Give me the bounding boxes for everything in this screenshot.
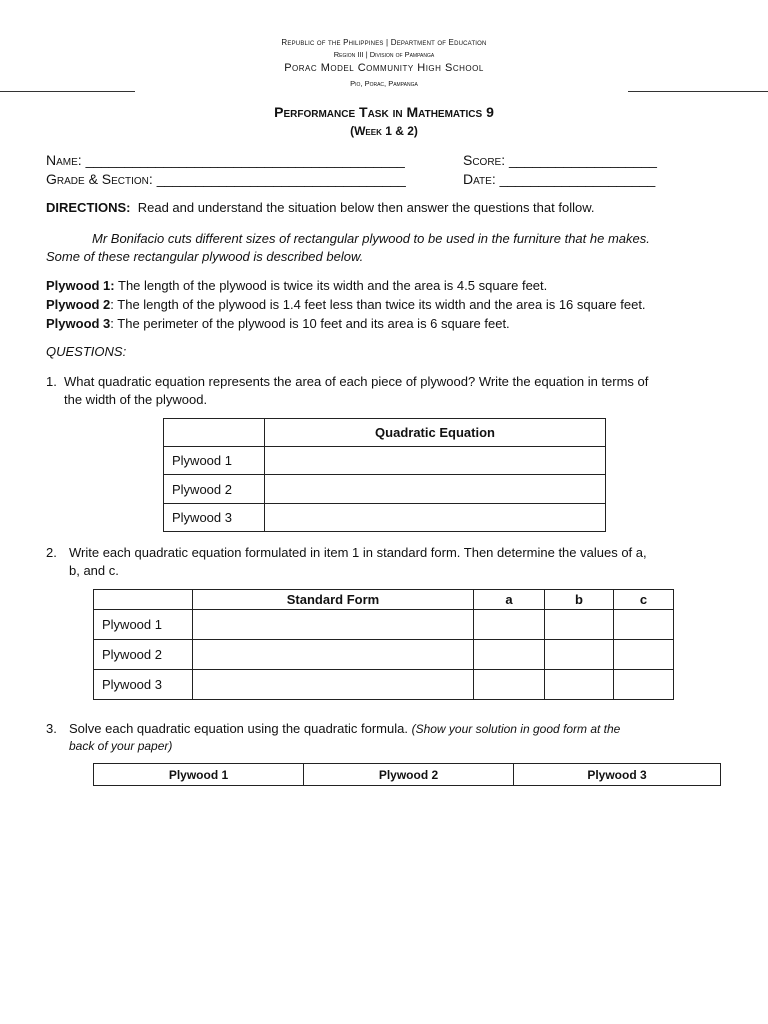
q3-note-1: (Show your solution in good form at the xyxy=(411,722,621,736)
header-school: Porac Model Community High School xyxy=(284,62,484,74)
score-field[interactable] xyxy=(463,152,657,168)
plywood-1-description xyxy=(46,277,547,295)
q3-note-2: back of your paper) xyxy=(69,739,173,753)
q2-text-line-2: b, and c. xyxy=(69,563,119,578)
q1-table-corner xyxy=(164,419,265,447)
q3-text-line-1 xyxy=(69,720,721,738)
q2-c-cell-plywood-3[interactable] xyxy=(614,670,674,700)
situation-line-1: Mr Bonifacio cuts different sizes of rectangular plywood to be used in the furniture that he makes. xyxy=(92,231,650,246)
q2-a-cell-plywood-3[interactable] xyxy=(474,670,545,700)
q2-text-line-1: Write each quadratic equation formulated in item 1 in standard form. Then determine the values of a, xyxy=(69,545,647,560)
table-row xyxy=(94,670,674,700)
date-field[interactable] xyxy=(463,171,655,187)
header-republic: Republic of the Philippines | Department of Education xyxy=(281,38,487,47)
plywood-1-text: The length of the plywood is twice its width and the area is 4.5 square feet. xyxy=(118,278,548,293)
table-row xyxy=(164,447,606,475)
header-address: Pio, Porac, Pampanga xyxy=(350,79,418,88)
q1-answer-cell-plywood-1[interactable] xyxy=(265,447,606,475)
q1-number: 1. xyxy=(46,374,57,389)
q1-row-label-plywood-1: Plywood 1 xyxy=(164,447,265,475)
table-row xyxy=(94,610,674,640)
directions-label: DIRECTIONS: xyxy=(46,200,131,215)
q2-a-cell-plywood-1[interactable] xyxy=(474,610,545,640)
table-row xyxy=(164,475,606,504)
page-title: Performance Task in Mathematics 9 xyxy=(274,104,494,120)
q2-a-cell-plywood-2[interactable] xyxy=(474,640,545,670)
table-row xyxy=(164,504,606,532)
directions-text: Read and understand the situation below then answer the questions that follow. xyxy=(137,200,595,215)
q2-table-header-a: a xyxy=(474,590,545,610)
situation-line-2: Some of these rectangular plywood is described below. xyxy=(46,249,364,264)
q3-table-header-row xyxy=(94,764,721,786)
plywood-2-description xyxy=(46,296,646,314)
plywood-3-text: : The perimeter of the plywood is 10 feet and its area is 6 square feet. xyxy=(110,316,510,331)
header-rule-left xyxy=(0,91,135,92)
q2-c-cell-plywood-1[interactable] xyxy=(614,610,674,640)
q2-b-cell-plywood-1[interactable] xyxy=(545,610,614,640)
q1-row-label-plywood-3: Plywood 3 xyxy=(164,504,265,532)
name-field[interactable] xyxy=(46,152,405,168)
score-label: Score: xyxy=(463,152,506,168)
q1-text-line-1: What quadratic equation represents the area of each piece of plywood? Write the equation in terms of xyxy=(64,374,649,389)
score-blank: ___________________ xyxy=(509,152,657,168)
q2-c-cell-plywood-2[interactable] xyxy=(614,640,674,670)
plywood-2-text: : The length of the plywood is 1.4 feet less than twice its width and the area is 16 square feet. xyxy=(110,297,646,312)
header-region: Region III | Division of Pampanga xyxy=(333,50,435,59)
plywood-1-label: Plywood 1: xyxy=(46,278,115,293)
q3-table-header-plywood-2: Plywood 2 xyxy=(304,764,514,786)
table-row xyxy=(94,640,674,670)
q1-table xyxy=(163,418,606,532)
q2-table-corner xyxy=(94,590,193,610)
q2-row-label-plywood-2: Plywood 2 xyxy=(94,640,193,670)
q2-table xyxy=(93,589,674,700)
q2-table-header-standard-form: Standard Form xyxy=(193,590,474,610)
grade-section-blank: ________________________________ xyxy=(156,171,406,187)
directions xyxy=(46,199,595,217)
q2-table-header-c: c xyxy=(614,590,674,610)
q2-row-label-plywood-1: Plywood 1 xyxy=(94,610,193,640)
q3-text: Solve each quadratic equation using the quadratic formula. xyxy=(69,721,408,736)
plywood-3-label: Plywood 3 xyxy=(46,316,111,331)
q2-table-header-b: b xyxy=(545,590,614,610)
q2-standard-form-cell-plywood-3[interactable] xyxy=(193,670,474,700)
q3-number: 3. xyxy=(46,721,57,736)
q3-table-header-plywood-3: Plywood 3 xyxy=(514,764,721,786)
q1-answer-cell-plywood-3[interactable] xyxy=(265,504,606,532)
questions-label: QUESTIONS: xyxy=(46,344,127,359)
q3-table xyxy=(93,763,721,786)
grade-section-label: Grade & Section: xyxy=(46,171,153,187)
q2-number: 2. xyxy=(46,545,57,560)
name-blank: _________________________________________ xyxy=(85,152,405,168)
q1-table-header-quadratic-equation: Quadratic Equation xyxy=(265,419,606,447)
q1-answer-cell-plywood-2[interactable] xyxy=(265,475,606,504)
q2-b-cell-plywood-3[interactable] xyxy=(545,670,614,700)
q2-table-header-row xyxy=(94,590,674,610)
header-rule-right xyxy=(628,91,768,92)
q2-standard-form-cell-plywood-1[interactable] xyxy=(193,610,474,640)
q3-table-header-plywood-1: Plywood 1 xyxy=(94,764,304,786)
date-blank: ____________________ xyxy=(499,171,656,187)
q1-text-line-2: the width of the plywood. xyxy=(64,392,208,407)
grade-section-field[interactable] xyxy=(46,171,406,187)
q2-row-label-plywood-3: Plywood 3 xyxy=(94,670,193,700)
q2-standard-form-cell-plywood-2[interactable] xyxy=(193,640,474,670)
date-label: Date: xyxy=(463,171,496,187)
plywood-2-label: Plywood 2 xyxy=(46,297,111,312)
q1-row-label-plywood-2: Plywood 2 xyxy=(164,475,265,504)
page-subtitle: (Week 1 & 2) xyxy=(350,124,418,138)
q2-b-cell-plywood-2[interactable] xyxy=(545,640,614,670)
name-label: Name: xyxy=(46,152,82,168)
plywood-3-description xyxy=(46,315,510,333)
q1-table-header-row xyxy=(164,419,606,447)
